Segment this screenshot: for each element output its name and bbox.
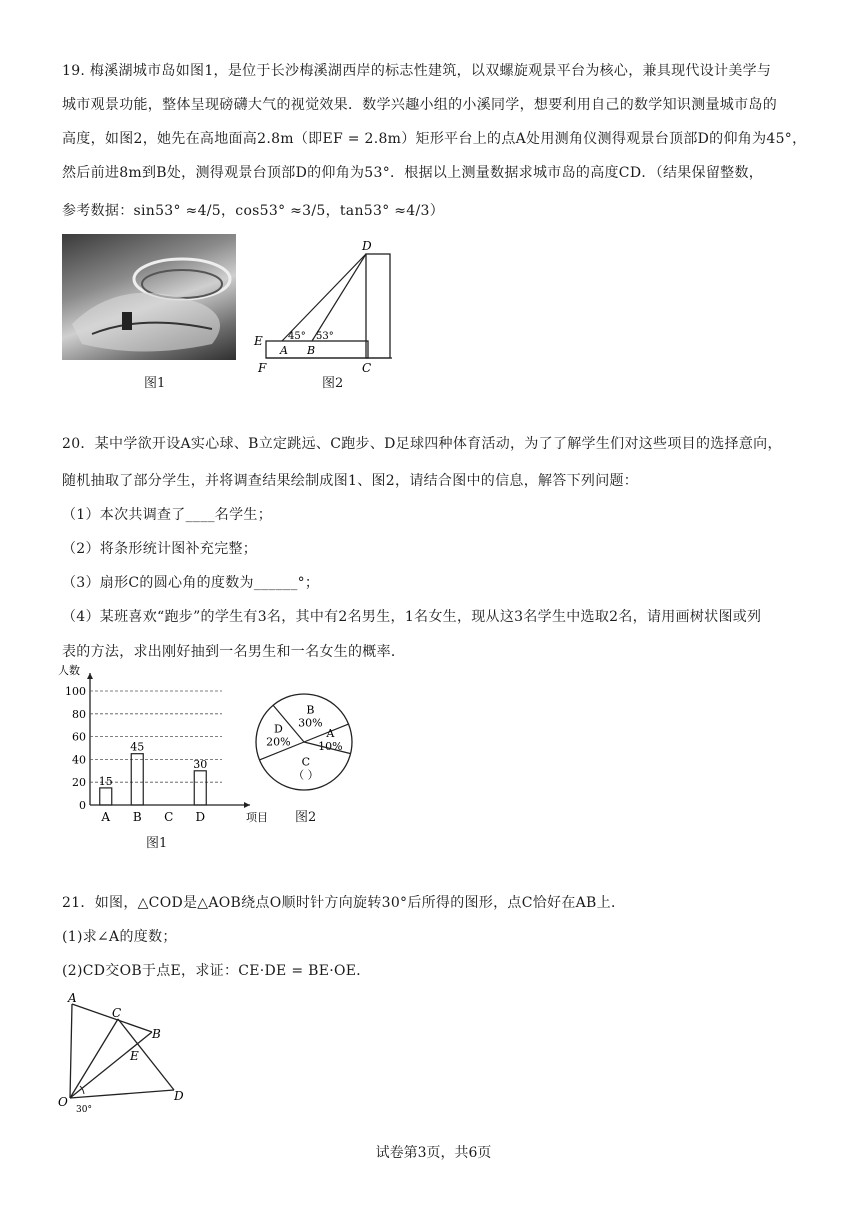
bar bbox=[100, 788, 112, 805]
label-E: E bbox=[254, 334, 263, 348]
x-axis-title: 项目 bbox=[246, 811, 268, 824]
label-A: A bbox=[68, 991, 77, 1005]
x-tick-label: C bbox=[164, 810, 174, 824]
label-angle-30: 30° bbox=[76, 1105, 92, 1115]
pie-slice-label: 20% bbox=[266, 735, 291, 749]
tower-rect bbox=[366, 254, 390, 358]
x-axis-arrow bbox=[244, 802, 250, 808]
q20-line-6: （4）某班喜欢“跑步”的学生有3名，其中有2名男生，1名女生，现从这3名学生中选取2名，请用画树状图或列 bbox=[62, 609, 762, 625]
q20-line-7: 表的方法，求出刚好抽到一名男生和一名女生的概率． bbox=[62, 644, 406, 660]
label-B: B bbox=[152, 1027, 161, 1041]
q19-line-3: 高度，如图2，她先在高地面高2.8m（即EF = 2.8m）矩形平台上的点A处用测角仪测得观景台顶部D的仰角为45°， bbox=[62, 131, 807, 147]
bar-data-label: 30 bbox=[193, 757, 208, 771]
label-D: D bbox=[362, 239, 372, 253]
pie-slice-label: （ ） bbox=[293, 768, 319, 782]
segment-OD bbox=[70, 1090, 174, 1098]
sight-line-a bbox=[282, 254, 366, 341]
q21-line-3: (2)CD交OB于点E，求证：CE·DE = BE·OE． bbox=[62, 963, 371, 979]
q19-fig1-caption: 图1 bbox=[144, 376, 166, 391]
pie-slice-name: A bbox=[326, 727, 335, 741]
q20-line-5: （3）扇形C的圆心角的度数为______°； bbox=[62, 575, 320, 591]
q21-line-2: (1)求∠A的度数； bbox=[62, 929, 177, 945]
y-tick-label: 60 bbox=[72, 730, 86, 744]
y-tick-label: 0 bbox=[79, 799, 86, 812]
bar-data-label: 45 bbox=[130, 740, 145, 754]
y-tick-label: 100 bbox=[65, 685, 86, 698]
q20-fig2-caption: 图2 bbox=[295, 810, 317, 825]
label-O: O bbox=[58, 1095, 68, 1109]
pie-slice-name: B bbox=[306, 703, 315, 717]
label-E: E bbox=[130, 1049, 139, 1063]
page-footer: 试卷第3页，共6页 bbox=[375, 1145, 492, 1161]
label-C: C bbox=[112, 1006, 122, 1020]
y-tick-label: 80 bbox=[72, 707, 86, 721]
x-tick-label: B bbox=[132, 810, 142, 824]
photo-sketch bbox=[62, 234, 236, 360]
q20-bar-chart bbox=[56, 660, 268, 830]
q19-fig2-diagram bbox=[252, 236, 402, 378]
pie-slice-name: D bbox=[273, 722, 283, 736]
city-island-photo bbox=[62, 234, 236, 360]
q19-line-5: 参考数据：sin53° ≈4/5，cos53° ≈3/5，tan53° ≈4/3） bbox=[62, 203, 445, 219]
q21-line-1: 21．如图，△COD是△AOB绕点O顺时针方向旋转30°后所得的图形，点C恰好在AB上． bbox=[62, 895, 626, 911]
pie-slice-name: C bbox=[301, 755, 311, 769]
label-D: D bbox=[174, 1089, 184, 1103]
q19-fig2-caption: 图2 bbox=[322, 376, 344, 391]
label-C: C bbox=[362, 361, 372, 375]
q21-diagram bbox=[56, 990, 196, 1115]
label-F: F bbox=[258, 361, 267, 375]
y-axis-arrow bbox=[87, 673, 93, 679]
q19-line-1: 19. 梅溪湖城市岛如图1，是位于长沙梅溪湖西岸的标志性建筑，以双螺旋观景平台为核心，兼具现代设计美学与 bbox=[62, 63, 772, 79]
x-tick-label: A bbox=[101, 810, 111, 824]
q20-pie-chart bbox=[252, 690, 356, 794]
bar-data-label: 15 bbox=[98, 774, 113, 788]
q20-line-1: 20．某中学欲开设A实心球、B立定跳远、C跑步、D足球四种体育活动，为了了解学生们对这些项目的选择意向， bbox=[62, 436, 782, 452]
y-axis-title: 人数 bbox=[58, 664, 80, 677]
q20-line-3: （1）本次共调查了____名学生； bbox=[62, 507, 273, 523]
segment-OC bbox=[70, 1019, 118, 1098]
bar bbox=[131, 754, 143, 805]
q20-line-2: 随机抽取了部分学生，并将调查结果绘制成图1、图2，请结合图中的信息，解答下列问题： bbox=[62, 473, 639, 489]
segment-OA bbox=[70, 1004, 72, 1098]
q20-line-4: （2）将条形统计图补充完整； bbox=[62, 541, 258, 557]
q20-fig1-caption: 图1 bbox=[146, 836, 168, 851]
bar bbox=[194, 771, 206, 805]
q19-line-4: 然后前进8m到B处，测得观景台顶部D的仰角为53°．根据以上测量数据求城市岛的高度CD．（结果保留整数， bbox=[62, 165, 764, 181]
pie-slice-label: 10% bbox=[318, 740, 343, 754]
sight-line-b bbox=[312, 254, 366, 341]
label-A: A bbox=[280, 344, 288, 357]
pie-slice-label: 30% bbox=[298, 716, 323, 730]
label-angle-53: 53° bbox=[316, 331, 334, 342]
y-tick-label: 20 bbox=[72, 776, 86, 790]
label-angle-45: 45° bbox=[288, 331, 306, 342]
y-tick-label: 40 bbox=[72, 753, 86, 767]
q19-line-2: 城市观景功能，整体呈现磅礴大气的视觉效果．数学兴趣小组的小溪同学，想要利用自己的数学知识测量城市岛的 bbox=[62, 97, 777, 113]
x-tick-label: D bbox=[195, 810, 206, 824]
label-B: B bbox=[307, 344, 316, 357]
